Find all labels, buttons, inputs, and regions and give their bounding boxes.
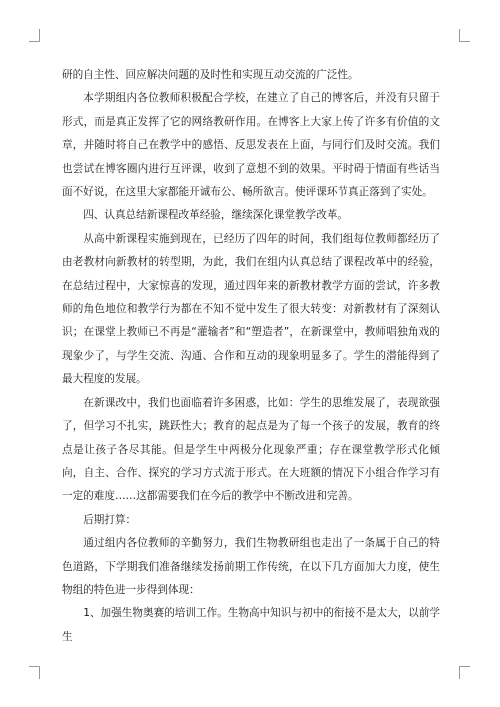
heading-future-plans: 后期打算： — [83, 513, 137, 526]
paragraph-challenges: 在新课改中，我们也面临着许多困惑，比如：学生的思维发展了，表现欲强了，但学习不扎实，跳跃性大；教育的起点是为了每一个孩子的发展，教育的终点是让孩子各尽其能。但是学生中两极分化现象严重；存在课堂教学形式化倾向，自主、合作、探究的学习方式流于形式。在大班额的情况下小组合作学习有一定的难度……这都需要我们在今后的教学中不断改进和完善。 — [62, 396, 440, 503]
paragraph-olympiad-training: 1、加强生物奥赛的培训工作。生物高中知识与初中的衔接不是太大，以前学生 — [62, 607, 440, 643]
section-heading-four: 四、认真总结新课程改革经验，继续深化课堂教学改革。 — [83, 209, 349, 222]
paragraph-continuation: 研的自主性、回应解决问题的及时性和实现互动交流的广泛性。 — [62, 69, 359, 81]
crop-mark-bottom-right — [459, 666, 470, 679]
document-body — [62, 64, 440, 649]
crop-mark-bottom-left — [29, 666, 40, 679]
paragraph-future-overview: 通过组内各位教师的辛勤努力，我们生物教研组也走出了一条属于自己的特色道路，下学期我们准备继续发扬前期工作传统，在以下几方面加大力度，使生物组的特色进一步得到体现： — [62, 537, 440, 596]
paragraph-curriculum-reform: 从高中新课程实施到现在，已经历了四年的时间，我们组每位教师都经历了由老教材向新教材的转型期，为此，我们在组内认真总结了课程改革中的经验，在总结过程中，大家惊喜的发现，通过四年来的新教材教学方面的尝试，许多教师的角色地位和教学行为都在不知不觉中发生了很大转变：对新教材有了深刻认识；在课堂上教师已不再是“灌输者”和“塑造者”，在新课堂中，教师唱独角戏的现象少了，与学生交流、沟通、合作和互动的现象明显多了。学生的潜能得到了最大程度的发展。 — [62, 232, 440, 386]
paragraph-blog-research: 本学期组内各位教师积极配合学校，在建立了自己的博客后，并没有只留于形式，而是真正发挥了它的网络教研作用。在博客上大家上传了许多有价值的文章，并随时将自己在教学中的感悟、反思发表在上面，与同行们及时交流。我们也尝试在博客圈内进行互评课，收到了意想不到的效果。平时碍于情面有些话当面不好说，在这里大家都能开诚布公、畅所欲言。使评课环节真正落到了实处。 — [62, 92, 440, 199]
crop-mark-top-left — [29, 29, 40, 42]
crop-mark-top-right — [459, 29, 470, 42]
